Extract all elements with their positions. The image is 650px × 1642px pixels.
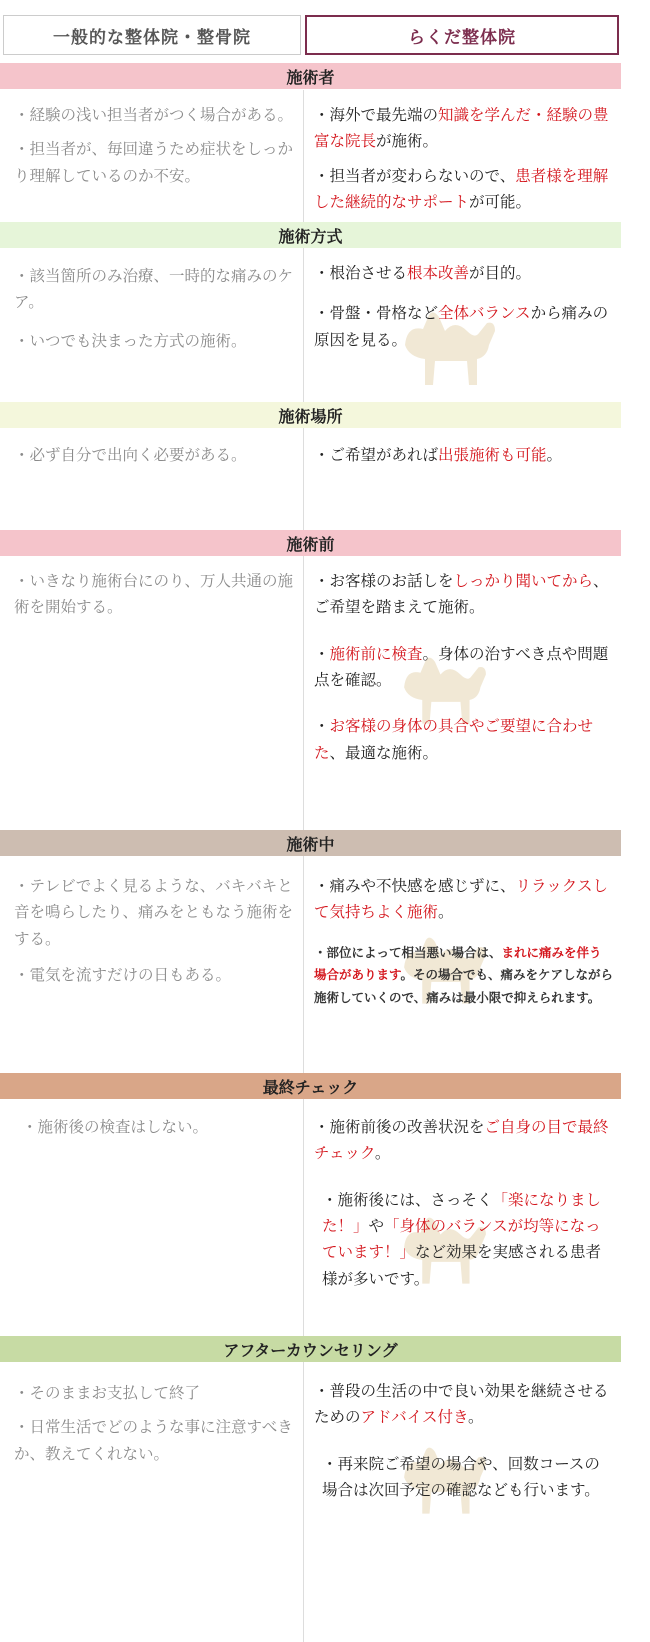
rakuda-during-text: ・痛みや不快感を感じずに、リラックスして気持ちよく施術。 ・部位によって相当悪い場合は、まれに痛みを伴う場合があります。その場合でも、痛みをケアしながら施術していくので、痛みは最小限で抑えられます。 [314, 877, 614, 1005]
general-aftercare-text: ・そのままお支払して終了 ・日常生活でどのような事に注意すべきか、教えてくれない。 [14, 1384, 293, 1463]
section-title-before: 施術前 [0, 530, 621, 556]
rakuda-final-check-text: ・施術前後の改善状況をご自身の目で最終チェック。 ・施術後には、さっそく「楽になりました！」や「身体のバランスが均等になっています！」など効果を実感される患者様が多いです。 [314, 1118, 609, 1288]
rakuda-location-text: ・ご希望があれば出張施術も可能。 [314, 446, 563, 464]
rakuda-method-text: ・根治させる根本改善が目的。 ・骨盤・骨格など全体バランスから痛みの原因を見る。 [314, 264, 609, 349]
general-before-text: ・いきなり施術台にのり、万人共通の施術を開始する。 [14, 572, 294, 617]
section-title-method: 施術方式 [0, 222, 621, 248]
general-during-text: ・テレビでよく見るような、バキバキと音を鳴らしたり、痛みをともなう施術をする。 ・電気を流すだけの日もある。 [14, 877, 294, 985]
rakuda-aftercare-text: ・普段の生活の中で良い効果を継続させるためのアドバイス付き。 ・再来院ご希望の場合や、回数コースの場合は次回予定の確認なども行います。 [314, 1382, 609, 1500]
general-method-text: ・該当箇所のみ治療、一時的な痛みのケア。 ・いつでも決まった方式の施術。 [14, 267, 294, 350]
section-title-location: 施術場所 [0, 402, 621, 428]
general-final-check-text: ・施術後の検査はしない。 [22, 1118, 209, 1136]
rakuda-before-text: ・お客様のお話しをしっかり聞いてから、ご希望を踏まえて施術。 ・施術前に検査。身体の治すべき点や問題点を確認。 ・お客様の身体の具合やご要望に合わせた、最適な施術。 [314, 572, 609, 762]
rakuda-practitioner-text: ・海外で最先端の知識を学んだ・経験の豊富な院長が施術。 ・担当者が変わらないので、患者様を理解した継続的なサポートが可能。 [314, 106, 609, 212]
section-title-final-check: 最終チェック [0, 1073, 621, 1099]
general-clinic-header: 一般的な整体院・整骨院 [3, 15, 301, 55]
column-divider [303, 90, 304, 1642]
section-title-aftercare: アフターカウンセリング [0, 1336, 621, 1362]
section-title-practitioner: 施術者 [0, 63, 621, 89]
section-title-during: 施術中 [0, 830, 621, 856]
general-practitioner-text: ・経験の浅い担当者がつく場合がある。 ・担当者が、毎回違うため症状をしっかり理解しているのか不安。 [14, 106, 294, 185]
general-location-text: ・必ず自分で出向く必要がある。 [14, 446, 247, 464]
rakuda-clinic-header: らくだ整体院 [305, 15, 619, 55]
